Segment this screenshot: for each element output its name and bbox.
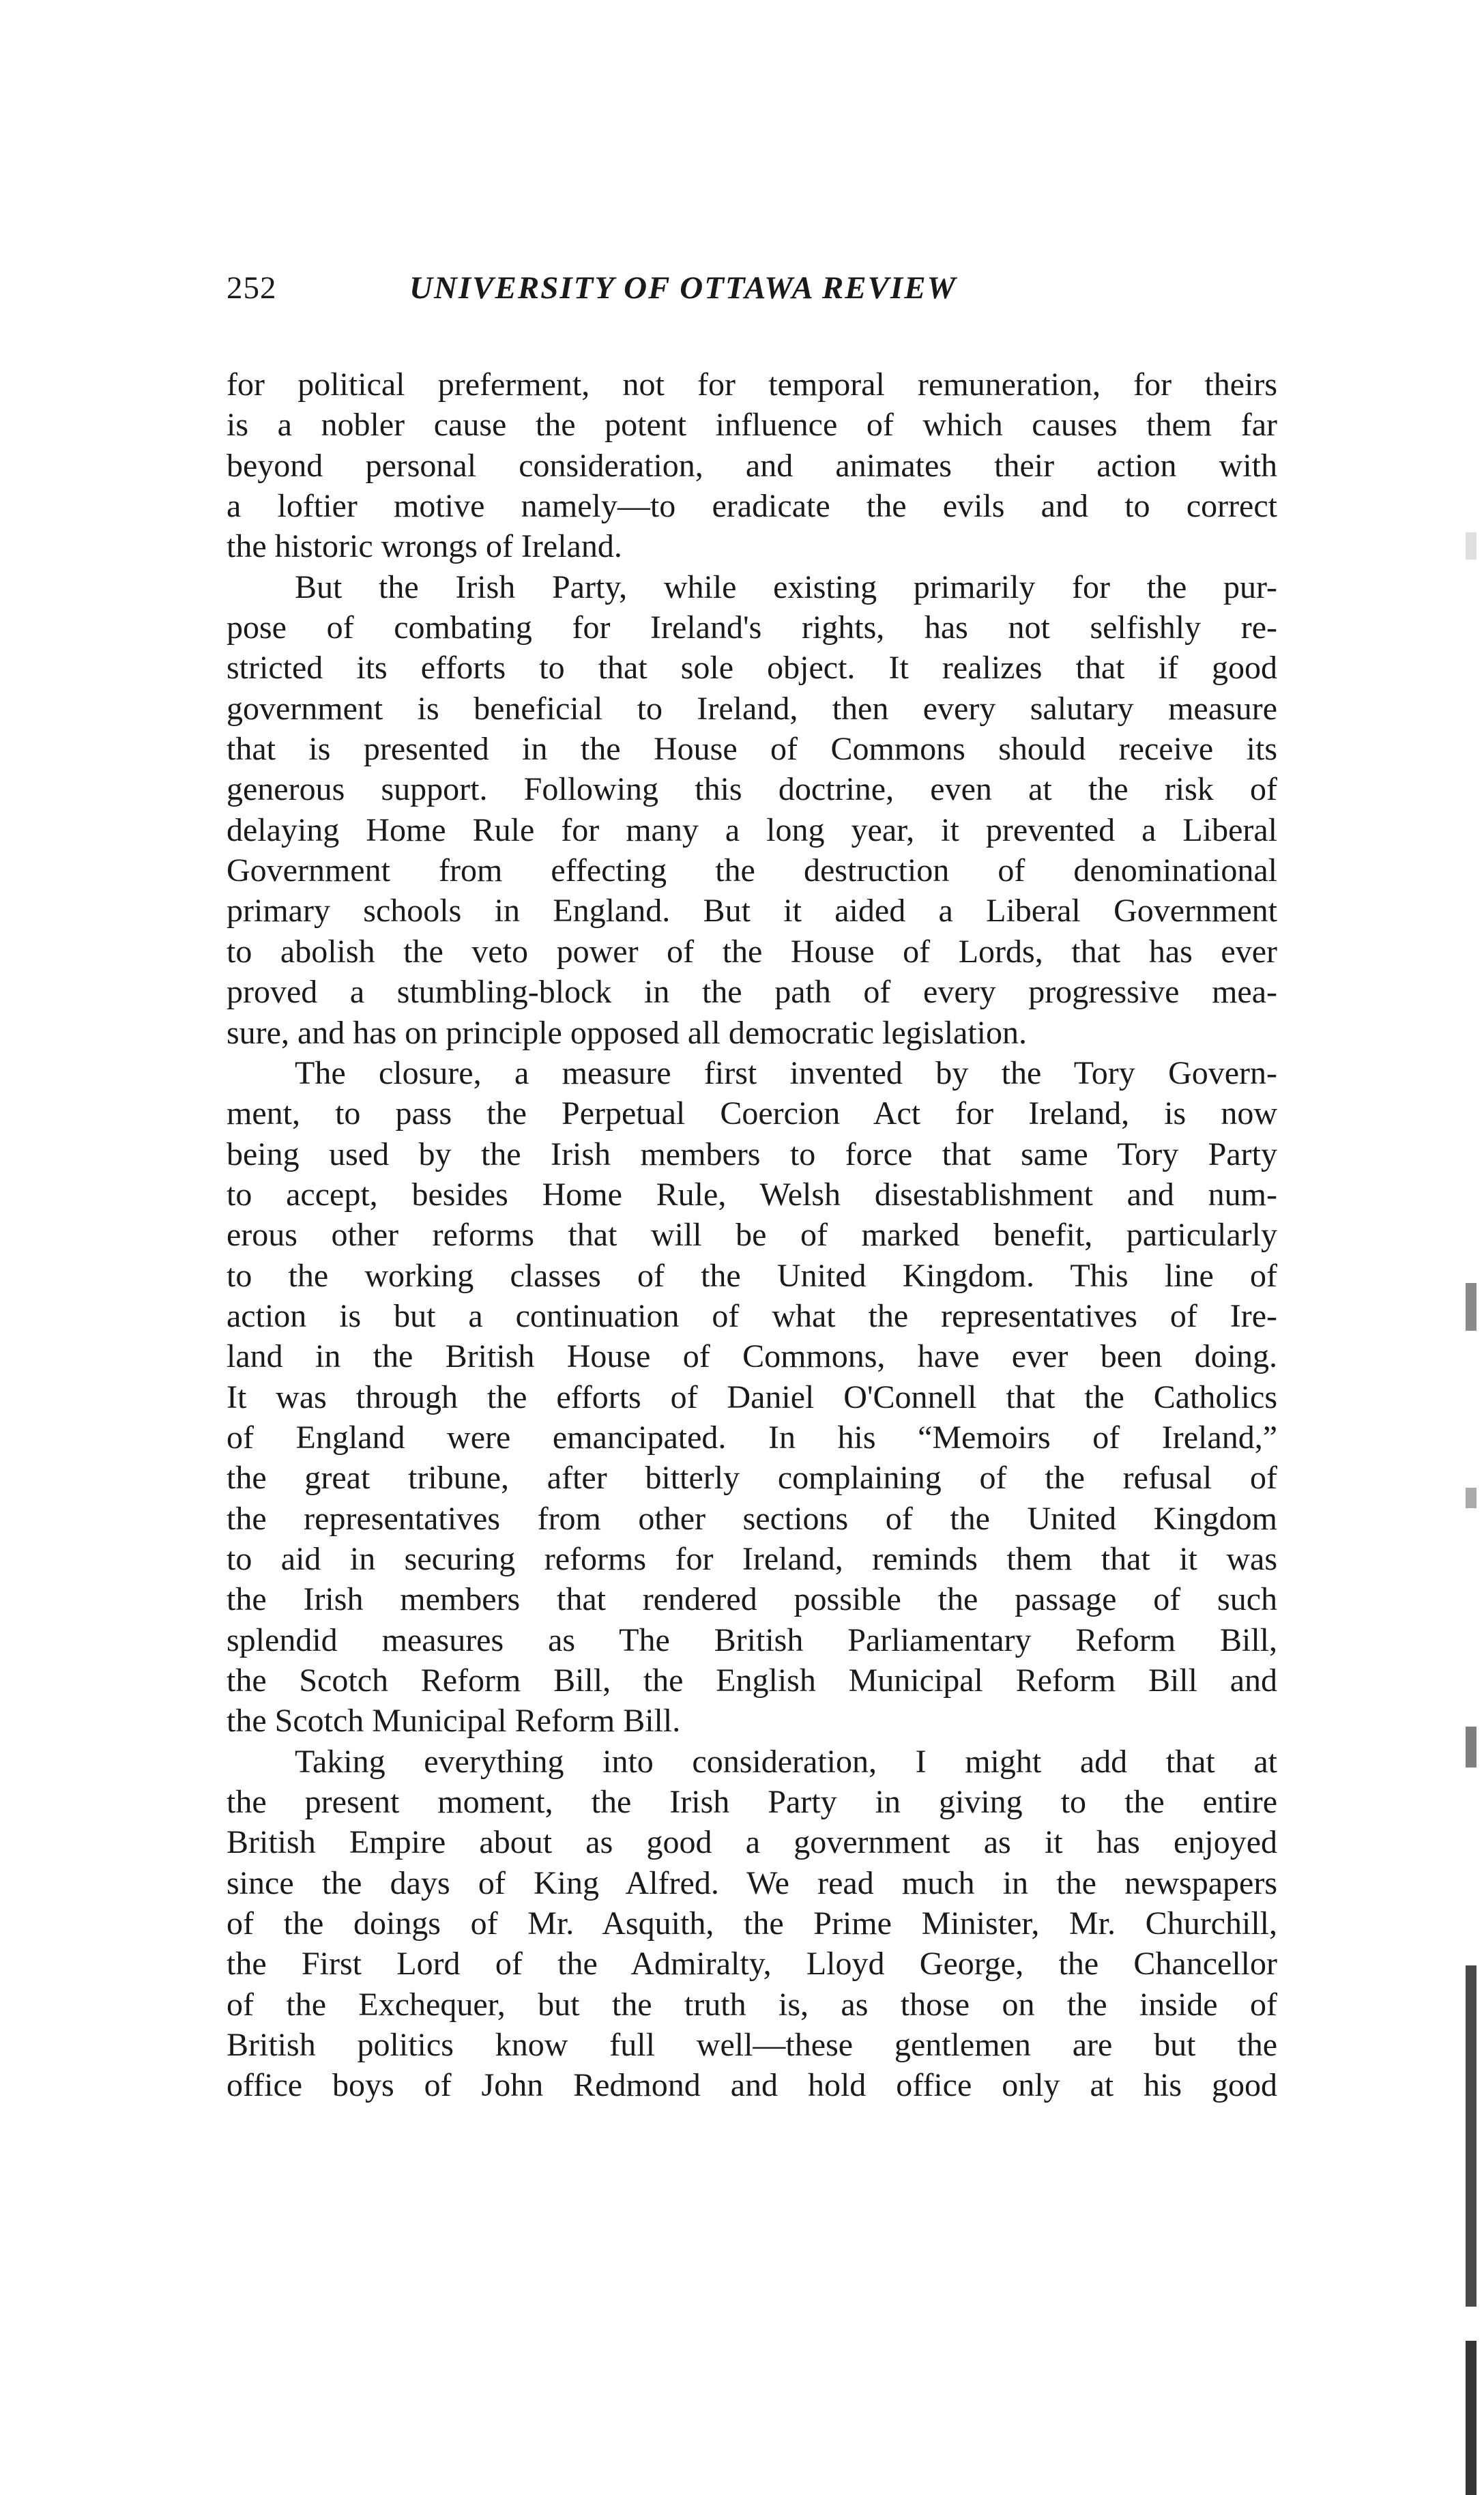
text-line: being used by the Irish members to force that same Tory Party (227, 1136, 1277, 1172)
text-line: beyond personal consideration, and animates their action with (227, 447, 1277, 484)
text-line: office boys of John Redmond and hold office only at his good (227, 2067, 1277, 2104)
text-line: stricted its efforts to that sole object. It realizes that if good (227, 650, 1277, 687)
text-line: is a nobler cause the potent influence of which causes them far (227, 407, 1277, 444)
text-line: erous other reforms that will be of marked benefit, particularly (227, 1217, 1277, 1254)
text-line: the Irish members that rendered possible the passage of such (227, 1581, 1277, 1618)
text-line: pose of combating for Ireland's rights, has not selfishly re- (227, 609, 1277, 646)
text-line: the representatives from other sections of the United Kingdom (227, 1500, 1277, 1537)
text-line: for political preferment, not for temporal remuneration, for theirs (227, 366, 1277, 403)
text-line: action is but a continuation of what the representatives of Ire- (227, 1297, 1277, 1334)
text-line: to abolish the veto power of the House of Lords, that has ever (227, 933, 1277, 970)
paragraph-start-line: Taking everything into consideration, I might add that at (295, 1743, 1277, 1780)
text-line: since the days of King Alfred. We read much in the newspapers (227, 1864, 1277, 1901)
text-line: the present moment, the Irish Party in giving to the entire (227, 1784, 1277, 1821)
text-line: to aid in securing reforms for Ireland, reminds them that it was (227, 1540, 1277, 1577)
text-line: to accept, besides Home Rule, Welsh disestablishment and num- (227, 1176, 1277, 1213)
text-line: ment, to pass the Perpetual Coercion Act for Ireland, is now (227, 1095, 1277, 1132)
paragraph-start-line: But the Irish Party, while existing primarily for the pur- (295, 568, 1277, 605)
page-header (227, 270, 1277, 311)
text-line: sure, and has on principle opposed all democratic legislation. (227, 1014, 1027, 1051)
text-line: British Empire about as good a government as it has enjoyed (227, 1824, 1277, 1861)
text-line: Government from effecting the destruction of denominational (227, 852, 1277, 889)
text-line: the Scotch Reform Bill, the English Municipal Reform Bill and (227, 1662, 1277, 1699)
text-line: proved a stumbling-block in the path of every progressive mea- (227, 974, 1277, 1011)
text-line: government is beneficial to Ireland, then every salutary measure (227, 690, 1277, 727)
text-line: the Scotch Municipal Reform Bill. (227, 1703, 681, 1740)
body-text (227, 364, 1277, 2106)
text-line: British politics know full well—these gentlemen are but the (227, 2027, 1277, 2064)
text-line: to the working classes of the United Kingdom. This line of (227, 1257, 1277, 1294)
text-line: splendid measures as The British Parliamentary Reform Bill, (227, 1621, 1277, 1658)
text-line: a loftier motive namely—to eradicate the evils and to correct (227, 488, 1277, 525)
text-line: of the Exchequer, but the truth is, as those on the inside of (227, 1986, 1277, 2023)
running-head: UNIVERSITY OF OTTAWA REVIEW (409, 270, 957, 306)
text-line: generous support. Following this doctrine, even at the risk of (227, 771, 1277, 808)
paragraph-start-line: The closure, a measure first invented by the Tory Govern- (295, 1054, 1277, 1091)
text-line: of England were emancipated. In his “Memoirs of Ireland,” (227, 1419, 1277, 1456)
text-line: that is presented in the House of Commons should receive its (227, 731, 1277, 768)
text-line: land in the British House of Commons, have ever been doing. (227, 1338, 1277, 1375)
text-line: delaying Home Rule for many a long year, it prevented a Liberal (227, 811, 1277, 848)
text-line: the First Lord of the Admiralty, Lloyd George, the Chancellor (227, 1946, 1277, 1982)
text-line: the great tribune, after bitterly complaining of the refusal of (227, 1460, 1277, 1497)
page-number: 252 (227, 270, 277, 306)
text-line: the historic wrongs of Ireland. (227, 528, 622, 565)
text-line: primary schools in England. But it aided a Liberal Government (227, 893, 1277, 929)
text-line: of the doings of Mr. Asquith, the Prime Minister, Mr. Churchill, (227, 1905, 1277, 1942)
text-line: It was through the efforts of Daniel O'Connell that the Catholics (227, 1379, 1277, 1415)
scan-edge-shadow (1466, 532, 1476, 2495)
